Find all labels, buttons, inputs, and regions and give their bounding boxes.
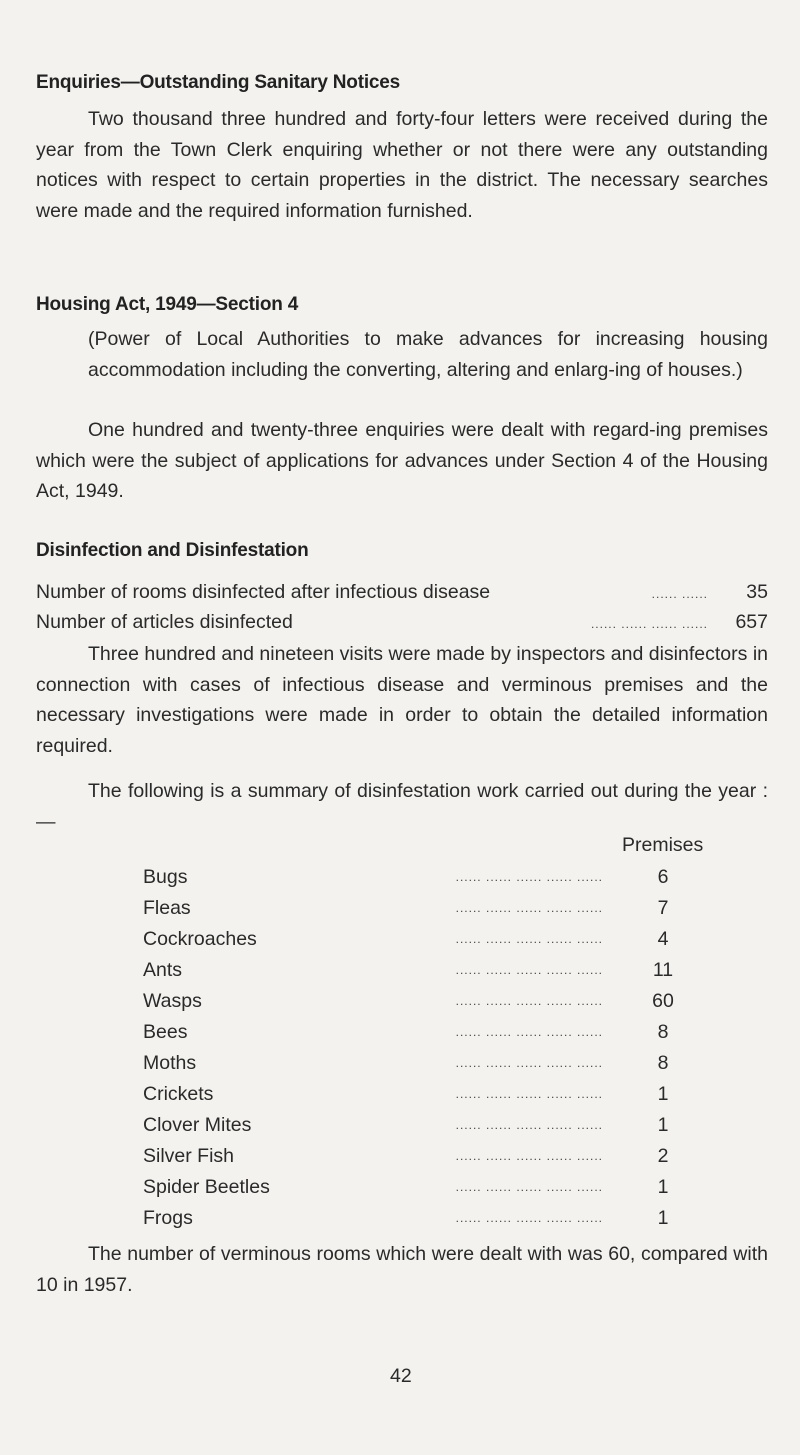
heading-enquiries: Enquiries—Outstanding Sanitary Notices bbox=[36, 72, 401, 93]
pest-name: Moths bbox=[143, 1052, 197, 1074]
pest-name: Wasps bbox=[143, 990, 202, 1012]
premises-count: 60 bbox=[652, 990, 674, 1012]
stat-value: 657 bbox=[735, 611, 768, 633]
stat-label: Number of articles disinfected bbox=[36, 611, 293, 633]
table-row bbox=[143, 1017, 693, 1047]
premises-count: 4 bbox=[657, 928, 669, 950]
pest-name: Spider Beetles bbox=[143, 1176, 270, 1198]
leader-dots: ...... ...... ...... ...... ...... bbox=[455, 1056, 603, 1070]
para-verminous-rooms: The number of verminous rooms which were dealt with was 60, compared with 10 in 1957. bbox=[36, 1243, 768, 1296]
leader-dots: ...... ...... ...... ...... bbox=[590, 617, 708, 631]
leader-dots: ...... ...... ...... ...... ...... bbox=[455, 963, 603, 977]
premises-column-header: Premises bbox=[622, 834, 704, 856]
premises-count: 8 bbox=[657, 1052, 669, 1074]
leader-dots: ...... ...... ...... ...... ...... bbox=[455, 1087, 603, 1101]
leader-dots: ...... ...... ...... ...... ...... bbox=[455, 901, 603, 915]
table-row bbox=[143, 1141, 693, 1171]
leader-dots: ...... ...... bbox=[651, 587, 708, 601]
pest-name: Frogs bbox=[143, 1207, 193, 1229]
stat-articles-disinfected bbox=[36, 607, 768, 637]
table-row bbox=[143, 986, 693, 1016]
table-row bbox=[143, 1203, 693, 1233]
table-row bbox=[143, 862, 693, 892]
para-enquiries: Two thousand three hundred and forty-four letters were received during the year from the Town Clerk enquiring whether or not there were any outstanding notices with respect to certain properties in the district. The necessary searches were made and the required information furnished. bbox=[36, 108, 768, 222]
leader-dots: ...... ...... ...... ...... ...... bbox=[455, 1118, 603, 1132]
pest-name: Crickets bbox=[143, 1083, 214, 1105]
leader-dots: ...... ...... ...... ...... ...... bbox=[455, 1211, 603, 1225]
stat-rooms-disinfected bbox=[36, 577, 768, 607]
table-row bbox=[143, 1172, 693, 1202]
leader-dots: ...... ...... ...... ...... ...... bbox=[455, 1149, 603, 1163]
pest-name: Silver Fish bbox=[143, 1145, 235, 1167]
para-housing-enquiries: One hundred and twenty-three enquiries were dealt with regard-ing premises which were the subject of applications for advances under Section 4 of the Housing Act, 1949. bbox=[36, 419, 768, 502]
table-row bbox=[143, 1079, 693, 1109]
premises-count: 7 bbox=[657, 897, 669, 919]
pest-name: Cockroaches bbox=[143, 928, 257, 950]
pest-name: Bees bbox=[143, 1021, 188, 1043]
premises-count: 1 bbox=[657, 1176, 669, 1198]
leader-dots: ...... ...... ...... ...... ...... bbox=[455, 870, 603, 884]
para-visits: Three hundred and nineteen visits were made by inspectors and disinfectors in connection with cases of infectious disease and verminous premises and the necessary investigations were made in order to obtain the detailed information required. bbox=[36, 643, 768, 757]
premises-count: 8 bbox=[657, 1021, 669, 1043]
pest-name: Bugs bbox=[143, 866, 188, 888]
para-summary-intro: The following is a summary of disinfestation work carried out during the year :— bbox=[36, 780, 768, 833]
premises-count: 2 bbox=[657, 1145, 669, 1167]
table-row bbox=[143, 1110, 693, 1140]
pest-name: Clover Mites bbox=[143, 1114, 252, 1136]
leader-dots: ...... ...... ...... ...... ...... bbox=[455, 1025, 603, 1039]
leader-dots: ...... ...... ...... ...... ...... bbox=[455, 932, 603, 946]
premises-count: 1 bbox=[657, 1207, 669, 1229]
pest-name: Fleas bbox=[143, 897, 191, 919]
page-number: 42 bbox=[390, 1365, 412, 1387]
premises-count: 1 bbox=[657, 1114, 669, 1136]
leader-dots: ...... ...... ...... ...... ...... bbox=[455, 1180, 603, 1194]
heading-housing-act: Housing Act, 1949—Section 4 bbox=[36, 294, 299, 315]
leader-dots: ...... ...... ...... ...... ...... bbox=[455, 994, 603, 1008]
stat-value: 35 bbox=[746, 581, 768, 603]
heading-disinfection: Disinfection and Disinfestation bbox=[36, 540, 309, 561]
premises-count: 6 bbox=[657, 866, 669, 888]
premises-count: 1 bbox=[657, 1083, 669, 1105]
table-row bbox=[143, 1048, 693, 1078]
table-row bbox=[143, 955, 693, 985]
premises-count: 11 bbox=[652, 959, 674, 981]
stat-label: Number of rooms disinfected after infectious disease bbox=[36, 581, 491, 603]
pest-name: Ants bbox=[143, 959, 183, 981]
para-housing-power: (Power of Local Authorities to make advances for increasing housing accommodation including the converting, altering and enlarg-ing of houses.) bbox=[88, 328, 768, 381]
table-row bbox=[143, 893, 693, 923]
table-row bbox=[143, 924, 693, 954]
